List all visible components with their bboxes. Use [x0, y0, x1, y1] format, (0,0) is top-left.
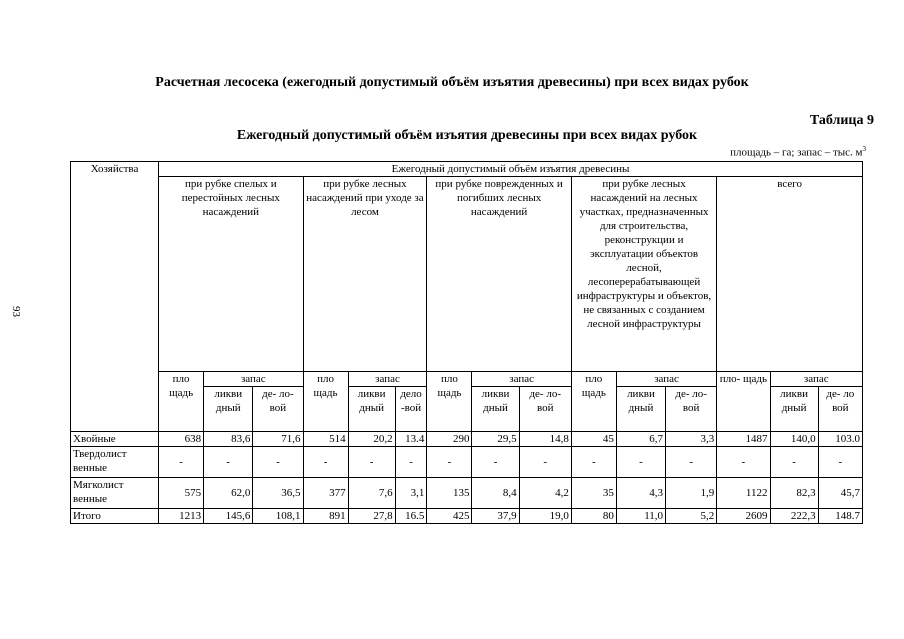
cell: 290	[427, 432, 472, 447]
cell: 103.0	[818, 432, 862, 447]
header-group: Ежегодный допустимый объём изъятия древесины	[159, 162, 863, 177]
cell: 13.4	[395, 432, 427, 447]
harvest-table	[70, 161, 863, 524]
header-category: при рубке поврежденных и погибших лесных насаждений	[427, 177, 571, 372]
cell: 19,0	[519, 509, 571, 524]
table-row	[71, 432, 863, 447]
header-category: при рубке лесных насаждений при уходе за лесом	[303, 177, 427, 372]
cell: 1487	[717, 432, 770, 447]
header-business: дело -вой	[395, 387, 427, 432]
header-liquid: ликви дный	[770, 387, 818, 432]
cell: 135	[427, 478, 472, 509]
cell: 45	[571, 432, 616, 447]
cell: 83,6	[204, 432, 253, 447]
cell: 45,7	[818, 478, 862, 509]
cell: 80	[571, 509, 616, 524]
cell: -	[348, 447, 395, 478]
cell: 16.5	[395, 509, 427, 524]
header-area: пло- щадь	[717, 372, 770, 432]
row-name: Твердолист венные	[71, 447, 159, 478]
cell: -	[666, 447, 717, 478]
page-number: 93	[10, 306, 22, 317]
header-area: пло щадь	[303, 372, 348, 432]
cell: 20,2	[348, 432, 395, 447]
header-liquid: ликви дный	[472, 387, 519, 432]
header-stock: запас	[616, 372, 716, 387]
header-liquid: ликви дный	[204, 387, 253, 432]
cell: 2609	[717, 509, 770, 524]
header-stock: запас	[348, 372, 427, 387]
cell: -	[616, 447, 665, 478]
units-note	[730, 145, 866, 159]
cell: 425	[427, 509, 472, 524]
units-superscript: 3	[862, 145, 866, 153]
cell: 35	[571, 478, 616, 509]
table-row	[71, 478, 863, 509]
header-business: де- ло- вой	[519, 387, 571, 432]
cell: 71,6	[253, 432, 303, 447]
cell: 8,4	[472, 478, 519, 509]
cell: -	[717, 447, 770, 478]
cell: 4,3	[616, 478, 665, 509]
cell: -	[571, 447, 616, 478]
cell: 1213	[159, 509, 204, 524]
cell: -	[519, 447, 571, 478]
cell: 82,3	[770, 478, 818, 509]
cell: 5,2	[666, 509, 717, 524]
cell: 4,2	[519, 478, 571, 509]
header-business: де- ло- вой	[666, 387, 717, 432]
cell: 377	[303, 478, 348, 509]
cell: -	[204, 447, 253, 478]
header-area: пло щадь	[427, 372, 472, 432]
header-area: пло щадь	[159, 372, 204, 432]
header-liquid: ликви дный	[616, 387, 665, 432]
table-title: Ежегодный допустимый объём изъятия древесины при всех видах рубок	[236, 128, 698, 143]
cell: -	[253, 447, 303, 478]
header-liquid: ликви дный	[348, 387, 395, 432]
cell: 7,6	[348, 478, 395, 509]
header-farms: Хозяйства	[71, 162, 159, 432]
table-number: Таблица 9	[809, 113, 874, 128]
cell: -	[303, 447, 348, 478]
document-title: Расчетная лесосека (ежегодный допустимый объём изъятия древесины) при всех видах рубок	[155, 75, 749, 90]
cell: 62,0	[204, 478, 253, 509]
cell: 36,5	[253, 478, 303, 509]
cell: -	[472, 447, 519, 478]
row-name: Хвойные	[71, 432, 159, 447]
cell: 108,1	[253, 509, 303, 524]
header-category: при рубке спелых и перестойных лесных насаждений	[159, 177, 303, 372]
cell: 3,3	[666, 432, 717, 447]
cell: 37,9	[472, 509, 519, 524]
header-stock: запас	[472, 372, 571, 387]
cell: 11,0	[616, 509, 665, 524]
cell: 514	[303, 432, 348, 447]
cell: 575	[159, 478, 204, 509]
header-area: пло щадь	[571, 372, 616, 432]
cell: 29,5	[472, 432, 519, 447]
cell: 1122	[717, 478, 770, 509]
cell: -	[818, 447, 862, 478]
header-stock: запас	[204, 372, 303, 387]
cell: 6,7	[616, 432, 665, 447]
cell: 891	[303, 509, 348, 524]
cell: 638	[159, 432, 204, 447]
cell: 14,8	[519, 432, 571, 447]
cell: -	[395, 447, 427, 478]
header-stock: запас	[770, 372, 862, 387]
units-text: площадь – га; запас – тыс. м	[730, 146, 863, 159]
header-category: всего	[717, 177, 863, 372]
cell: -	[427, 447, 472, 478]
cell: 3,1	[395, 478, 427, 509]
cell: 145,6	[204, 509, 253, 524]
cell: 148.7	[818, 509, 862, 524]
cell: 140,0	[770, 432, 818, 447]
header-business: де- ло вой	[818, 387, 862, 432]
cell: -	[770, 447, 818, 478]
header-category: при рубке лесных насаждений на лесных участках, предназначенных для строительства, реконструкции и эксплуатации объектов лесной, лесоперерабатывающей инфраструктуры и объектов, не связанных с созданием лесной инфраструктуры	[571, 177, 716, 372]
header-business: де- ло- вой	[253, 387, 303, 432]
cell: -	[159, 447, 204, 478]
cell: 27,8	[348, 509, 395, 524]
table-row	[71, 509, 863, 524]
row-name: Мягколист венные	[71, 478, 159, 509]
table-row	[71, 447, 863, 478]
cell: 222,3	[770, 509, 818, 524]
cell: 1,9	[666, 478, 717, 509]
row-name: Итого	[71, 509, 159, 524]
